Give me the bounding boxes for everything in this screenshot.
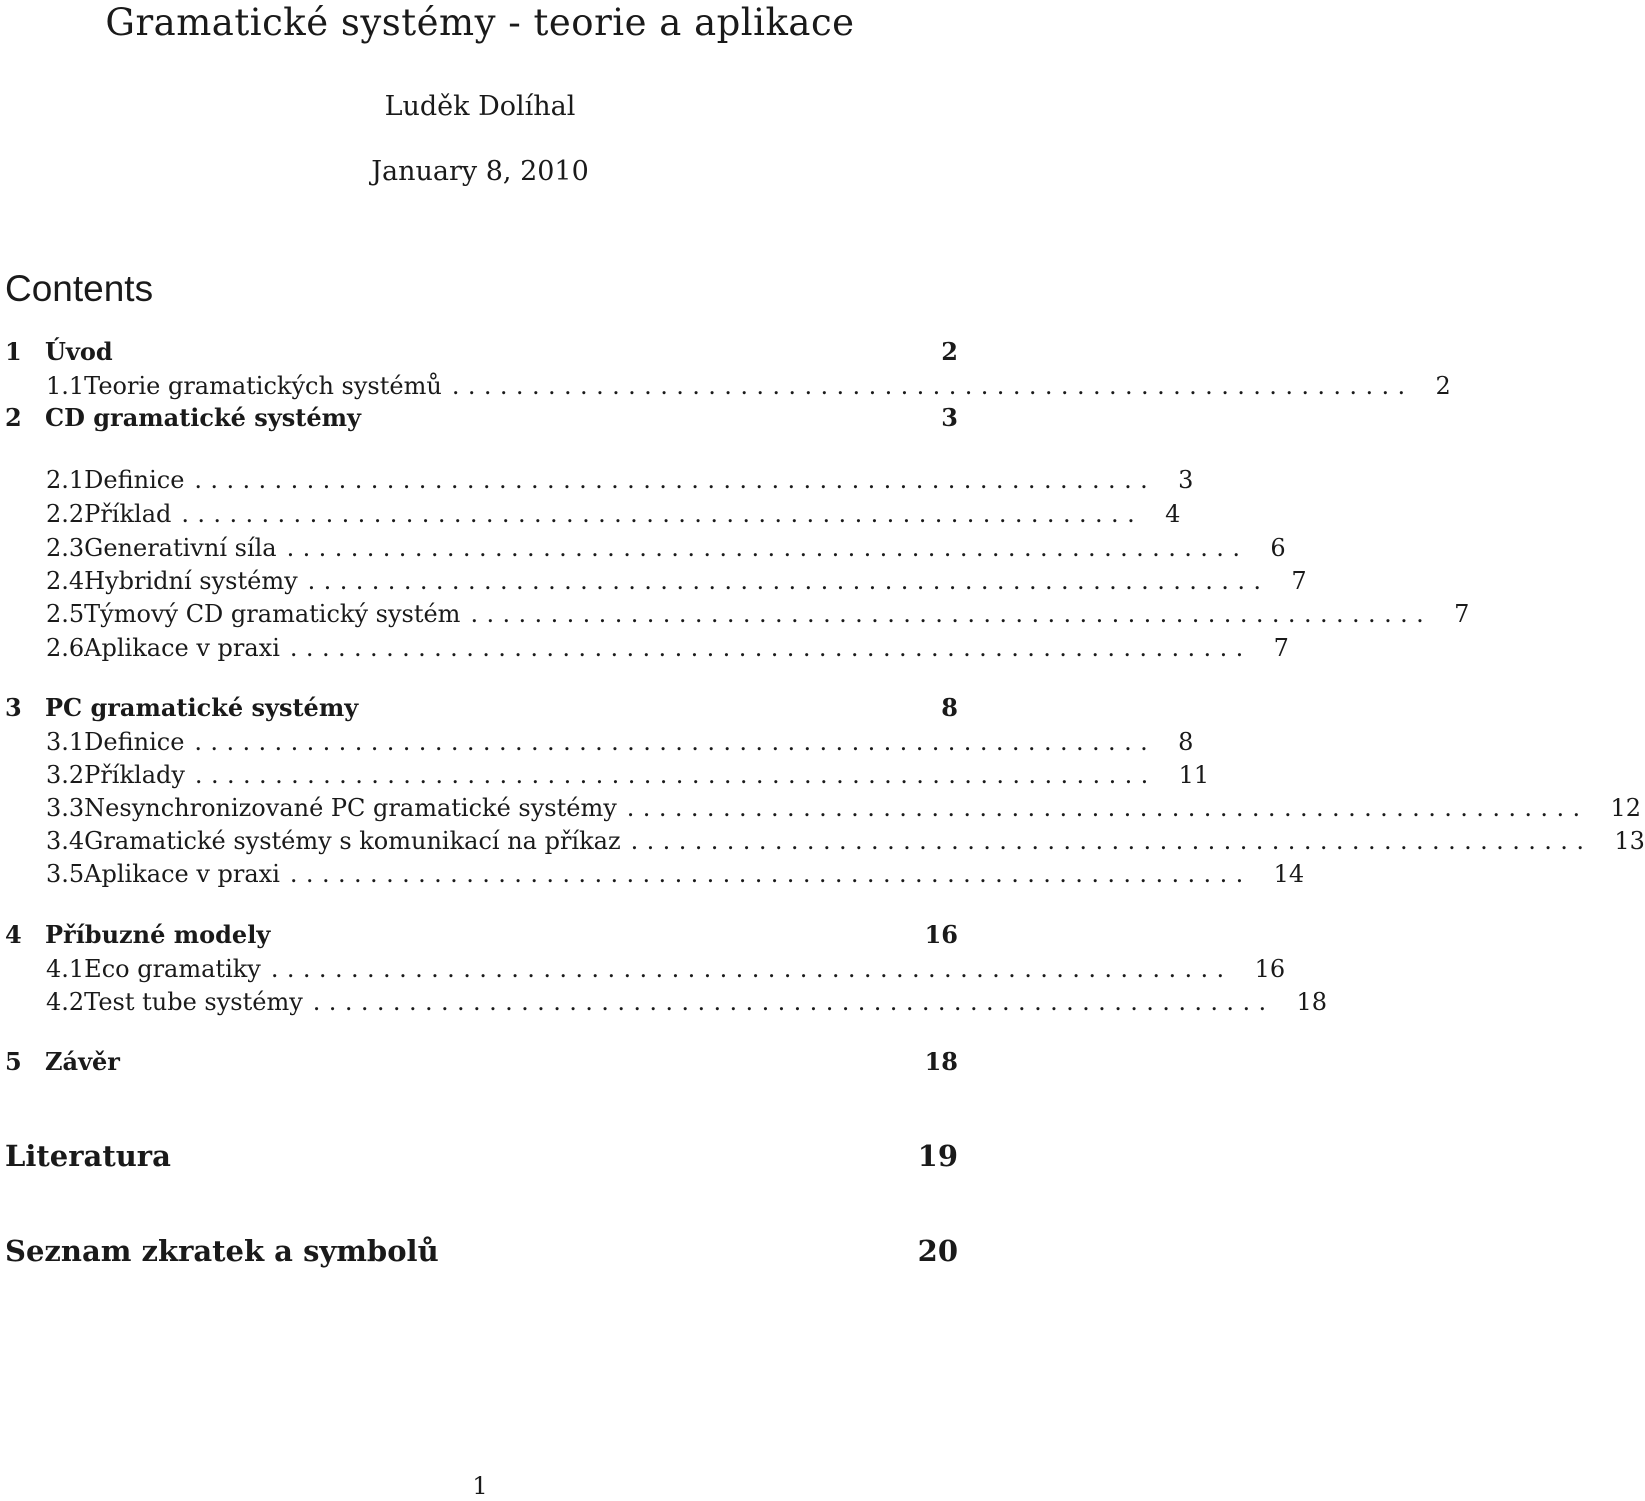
toc-part-title: Seznam zkratek a symbolů	[5, 1234, 439, 1268]
toc-subsection-number: 3.5	[46, 860, 85, 888]
toc-section-page: 8	[941, 693, 958, 722]
toc-subsection-number: 2.6	[46, 634, 85, 662]
toc-subsection[interactable]	[5, 858, 1305, 890]
toc-subsection-title: Teorie gramatických systémů	[84, 372, 442, 400]
toc-leader-dots: ............................................................	[626, 794, 1589, 822]
toc-subsection-number: 3.2	[46, 761, 85, 789]
toc-section[interactable]	[5, 1046, 958, 1078]
toc-section-title: Úvod	[45, 337, 113, 366]
toc-subsection-number: 1.1	[46, 372, 85, 400]
toc-section-page: 2	[941, 337, 958, 366]
toc-subsection-title: Test tube systémy	[84, 988, 303, 1016]
toc-section-title: Závěr	[45, 1047, 120, 1076]
toc-part-page: 19	[917, 1139, 958, 1173]
contents-heading: Contents	[5, 268, 154, 309]
toc-leader-dots: ............................................................	[451, 372, 1414, 400]
toc-leader-dots: ............................................................	[270, 955, 1233, 983]
toc-leader-dots: ............................................................	[470, 600, 1433, 628]
toc-subsection-page: 16	[1254, 955, 1286, 983]
toc-subsection-title: Aplikace v praxi	[84, 860, 280, 888]
toc-leader-dots: ............................................................	[289, 860, 1252, 888]
toc-subsection-page: 14	[1273, 860, 1305, 888]
toc-subsection[interactable]	[5, 565, 1307, 597]
toc-leader-dots: ............................................................	[194, 466, 1157, 494]
toc-subsection-page: 12	[1610, 794, 1642, 822]
toc-section[interactable]	[5, 692, 958, 724]
toc-section-title: Příbuzné modely	[45, 920, 271, 949]
toc-section-page: 16	[924, 920, 958, 949]
toc-subsection-title: Příklad	[84, 500, 172, 528]
toc-subsection[interactable]	[5, 953, 1286, 985]
toc-subsection-title: Gramatické systémy s komunikací na příkaz	[84, 827, 621, 855]
toc-subsection-page: 8	[1178, 728, 1194, 756]
toc-subsection-number: 2.4	[46, 567, 85, 595]
toc-subsection[interactable]	[5, 792, 1642, 824]
toc-subsection-title: Eco gramatiky	[84, 955, 261, 983]
toc-section-title: PC gramatické systémy	[45, 693, 359, 722]
toc-section-number: 4	[5, 920, 22, 949]
toc-subsection-page: 7	[1291, 567, 1307, 595]
toc-subsection[interactable]	[5, 532, 1286, 564]
document-date: January 8, 2010	[371, 156, 589, 187]
toc-section-number: 1	[5, 337, 22, 366]
toc-section-page: 3	[941, 403, 958, 432]
toc-part[interactable]	[5, 1232, 958, 1270]
toc-subsection-page: 7	[1454, 600, 1470, 628]
toc-subsection[interactable]	[5, 986, 1328, 1018]
toc-subsection-page: 7	[1273, 634, 1289, 662]
toc-leader-dots: ............................................................	[194, 728, 1157, 756]
toc-leader-dots: ............................................................	[289, 634, 1252, 662]
toc-leader-dots: ............................................................	[307, 567, 1270, 595]
toc-section[interactable]	[5, 402, 958, 434]
toc-section-number: 5	[5, 1047, 22, 1076]
toc-subsection-title: Aplikace v praxi	[84, 634, 280, 662]
toc-subsection-page: 18	[1296, 988, 1328, 1016]
toc-subsection-number: 3.4	[46, 827, 85, 855]
toc-part-page: 20	[917, 1234, 958, 1268]
toc-section-number: 2	[5, 403, 22, 432]
toc-leader-dots: ............................................................	[181, 500, 1144, 528]
toc-section[interactable]	[5, 919, 958, 951]
toc-leader-dots: ............................................................	[630, 827, 1593, 855]
toc-subsection-page: 3	[1178, 466, 1194, 494]
toc-subsection-title: Týmový CD gramatický systém	[84, 600, 461, 628]
toc-leader-dots: ............................................................	[286, 534, 1249, 562]
toc-subsection[interactable]	[5, 464, 1194, 496]
toc-subsection-number: 3.1	[46, 728, 85, 756]
toc-subsection-number: 4.2	[46, 988, 85, 1016]
toc-subsection[interactable]	[5, 632, 1289, 664]
document-author: Luděk Dolíhal	[384, 91, 576, 122]
toc-subsection-title: Generativní síla	[84, 534, 277, 562]
toc-subsection[interactable]	[5, 370, 1451, 402]
toc-section-number: 3	[5, 693, 22, 722]
document-title: Gramatické systémy - teorie a aplikace	[105, 1, 855, 44]
toc-subsection-page: 2	[1435, 372, 1451, 400]
toc-subsection-title: Definice	[84, 728, 185, 756]
toc-subsection-title: Nesynchronizované PC gramatické systémy	[84, 794, 617, 822]
toc-leader-dots: ............................................................	[312, 988, 1275, 1016]
toc-subsection-page: 4	[1165, 500, 1181, 528]
toc-part-title: Literatura	[5, 1139, 171, 1173]
toc-subsection-number: 2.3	[46, 534, 85, 562]
toc-subsection[interactable]	[5, 825, 1645, 857]
toc-subsection-title: Hybridní systémy	[84, 567, 298, 595]
toc-subsection-number: 2.1	[46, 466, 85, 494]
toc-section-page: 18	[924, 1047, 958, 1076]
toc-subsection[interactable]	[5, 759, 1210, 791]
toc-part[interactable]	[5, 1137, 958, 1175]
toc-leader-dots: ............................................................	[194, 761, 1157, 789]
toc-subsection-number: 4.1	[46, 955, 85, 983]
toc-subsection-page: 11	[1178, 761, 1210, 789]
toc-subsection[interactable]	[5, 598, 1470, 630]
toc-subsection-title: Příklady	[84, 761, 185, 789]
toc-subsection[interactable]	[5, 498, 1181, 530]
page-number: 1	[472, 1472, 488, 1500]
toc-section-title: CD gramatické systémy	[45, 403, 361, 432]
toc-subsection-page: 6	[1270, 534, 1286, 562]
toc-subsection-number: 3.3	[46, 794, 85, 822]
toc-subsection-title: Definice	[84, 466, 185, 494]
toc-subsection-page: 13	[1614, 827, 1645, 855]
toc-subsection-number: 2.2	[46, 500, 85, 528]
toc-section[interactable]	[5, 336, 958, 368]
toc-subsection-number: 2.5	[46, 600, 85, 628]
toc-subsection[interactable]	[5, 726, 1194, 758]
